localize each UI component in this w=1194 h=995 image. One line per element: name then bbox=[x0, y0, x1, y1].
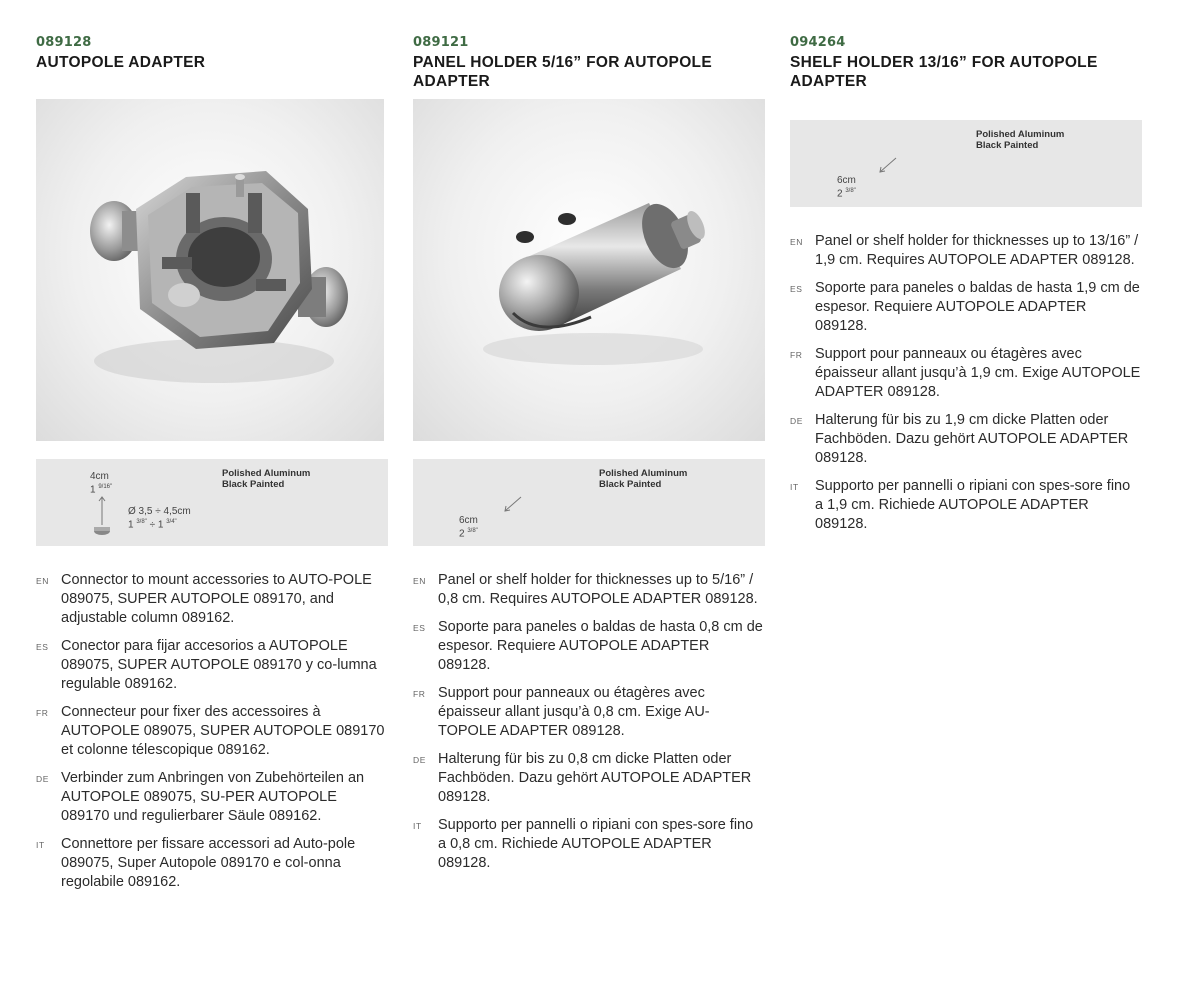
product-panel-holder bbox=[413, 35, 765, 871]
product-code: 089128 bbox=[36, 35, 92, 50]
description-list bbox=[413, 571, 765, 882]
spec-panel bbox=[790, 120, 1142, 207]
lang-code: IT bbox=[790, 482, 799, 492]
description-text: Halterung für bis zu 0,8 cm dicke Platten oder Fachböden. Dazu gehört AUTOPOLE ADAPTER 089128. bbox=[438, 751, 752, 805]
description-es bbox=[413, 618, 765, 675]
lang-code: EN bbox=[413, 576, 427, 586]
spec-panel bbox=[413, 459, 765, 546]
product-code: 094264 bbox=[790, 35, 846, 50]
product-photo-adapter bbox=[36, 99, 384, 441]
product-title: PANEL HOLDER 5/16” FOR AUTOPOLE ADAPTER bbox=[413, 54, 712, 90]
description-fr bbox=[790, 345, 1142, 402]
description-en bbox=[790, 232, 1142, 270]
lang-code: ES bbox=[36, 642, 49, 652]
description-fr bbox=[36, 703, 388, 760]
product-title: AUTOPOLE ADAPTER bbox=[36, 54, 206, 71]
description-text: Connettore per fissare accessori ad Auto-pole 089075, Super Autopole 089170 e col-onna regolabile 089162. bbox=[61, 836, 356, 890]
lang-code: DE bbox=[413, 755, 427, 765]
finish-black-painted: Black Painted bbox=[222, 479, 285, 490]
diameter-dimension: Ø 3,5 ÷ 4,5cm 1 $^{3/8"}$ ÷ 1 $^{3/4"}$ bbox=[128, 506, 191, 531]
product-photo-panel-holder bbox=[413, 99, 765, 441]
length-dimension: 6cm 2 $^{3/8"}$ bbox=[459, 515, 478, 540]
adapter-dimension-icon bbox=[92, 495, 112, 539]
finish-list bbox=[976, 129, 1064, 151]
height-dimension: 4cm 1 $^{9/16"}$ bbox=[90, 471, 113, 496]
description-text: Supporto per pannelli o ripiani con spes-sore fino a 1,9 cm. Richiede AUTOPOLE ADAPTER 089128. bbox=[815, 478, 1131, 532]
lang-code: IT bbox=[36, 840, 45, 850]
description-text: Connecteur pour fixer des accessoires à AUTOPOLE 089075, SUPER AUTOPOLE 089170 et colonne télescopique 089162. bbox=[61, 704, 385, 758]
lang-code: EN bbox=[36, 576, 50, 586]
description-fr bbox=[413, 684, 765, 741]
finish-black-painted: Black Painted bbox=[599, 479, 662, 490]
description-es bbox=[790, 279, 1142, 336]
finish-polished-aluminum: Polished Aluminum bbox=[599, 468, 688, 479]
description-it bbox=[790, 477, 1142, 534]
arrow-icon bbox=[501, 495, 523, 515]
arrow-icon bbox=[876, 156, 898, 176]
description-es bbox=[36, 637, 388, 694]
description-list bbox=[790, 232, 1142, 543]
description-text: Soporte para paneles o baldas de hasta 0,8 cm de espesor. Requiere AUTOPOLE ADAPTER 089128. bbox=[438, 619, 763, 673]
description-text: Support pour panneaux ou étagères avec épaisseur allant jusqu’à 0,8 cm. Exige AU-TOPOLE ADAPTER 089128. bbox=[438, 685, 710, 739]
description-en bbox=[36, 571, 388, 628]
lang-code: ES bbox=[413, 623, 426, 633]
description-text: Conector para fijar accesorios a AUTOPOLE 089075, SUPER AUTOPOLE 089170 y co-lumna regulable 089162. bbox=[61, 638, 377, 692]
lang-code: FR bbox=[413, 689, 426, 699]
product-autopole-adapter bbox=[36, 35, 388, 890]
description-text: Verbinder zum Anbringen von Zubehörteilen an AUTOPOLE 089075, SU-PER AUTOPOLE 089170 und regulierbarer Säule 089162. bbox=[61, 770, 365, 824]
description-it bbox=[36, 835, 388, 892]
lang-code: EN bbox=[790, 237, 804, 247]
finish-polished-aluminum: Polished Aluminum bbox=[222, 468, 311, 479]
lang-code: DE bbox=[790, 416, 804, 426]
product-title: SHELF HOLDER 13/16” FOR AUTOPOLE ADAPTER bbox=[790, 54, 1098, 90]
description-text: Support pour panneaux ou étagères avec épaisseur allant jusqu’à 1,9 cm. Exige AUTOPOLE ADAPTER 089128. bbox=[815, 346, 1141, 400]
finish-list bbox=[599, 468, 687, 490]
lang-code: ES bbox=[790, 284, 803, 294]
finish-polished-aluminum: Polished Aluminum bbox=[976, 129, 1065, 140]
description-text: Connector to mount accessories to AUTO-POLE 089075, SUPER AUTOPOLE 089170, and adjustable column 089162. bbox=[61, 572, 372, 626]
description-en bbox=[413, 571, 765, 609]
description-text: Supporto per pannelli o ripiani con spes-sore fino a 0,8 cm. Richiede AUTOPOLE ADAPTER 089128. bbox=[438, 817, 754, 871]
product-shelf-holder bbox=[790, 35, 1142, 532]
description-de bbox=[413, 750, 765, 807]
description-text: Panel or shelf holder for thicknesses up to 5/16” / 0,8 cm. Requires AUTOPOLE ADAPTER 089128. bbox=[438, 572, 758, 607]
description-text: Halterung für bis zu 1,9 cm dicke Platten oder Fachböden. Dazu gehört AUTOPOLE ADAPTER 089128. bbox=[815, 412, 1129, 466]
description-text: Panel or shelf holder for thicknesses up to 13/16” / 1,9 cm. Requires AUTOPOLE ADAPTER 089128. bbox=[815, 233, 1139, 268]
lang-code: FR bbox=[36, 708, 49, 718]
lang-code: DE bbox=[36, 774, 50, 784]
finish-black-painted: Black Painted bbox=[976, 140, 1039, 151]
description-list bbox=[36, 571, 388, 901]
lang-code: FR bbox=[790, 350, 803, 360]
spec-panel bbox=[36, 459, 388, 546]
description-it bbox=[413, 816, 765, 873]
description-text: Soporte para paneles o baldas de hasta 1,9 cm de espesor. Requiere AUTOPOLE ADAPTER 089128. bbox=[815, 280, 1140, 334]
length-dimension: 6cm 2 $^{3/8"}$ bbox=[837, 175, 856, 200]
description-de bbox=[790, 411, 1142, 468]
description-de bbox=[36, 769, 388, 826]
lang-code: IT bbox=[413, 821, 422, 831]
product-code: 089121 bbox=[413, 35, 469, 50]
finish-list bbox=[222, 468, 310, 490]
